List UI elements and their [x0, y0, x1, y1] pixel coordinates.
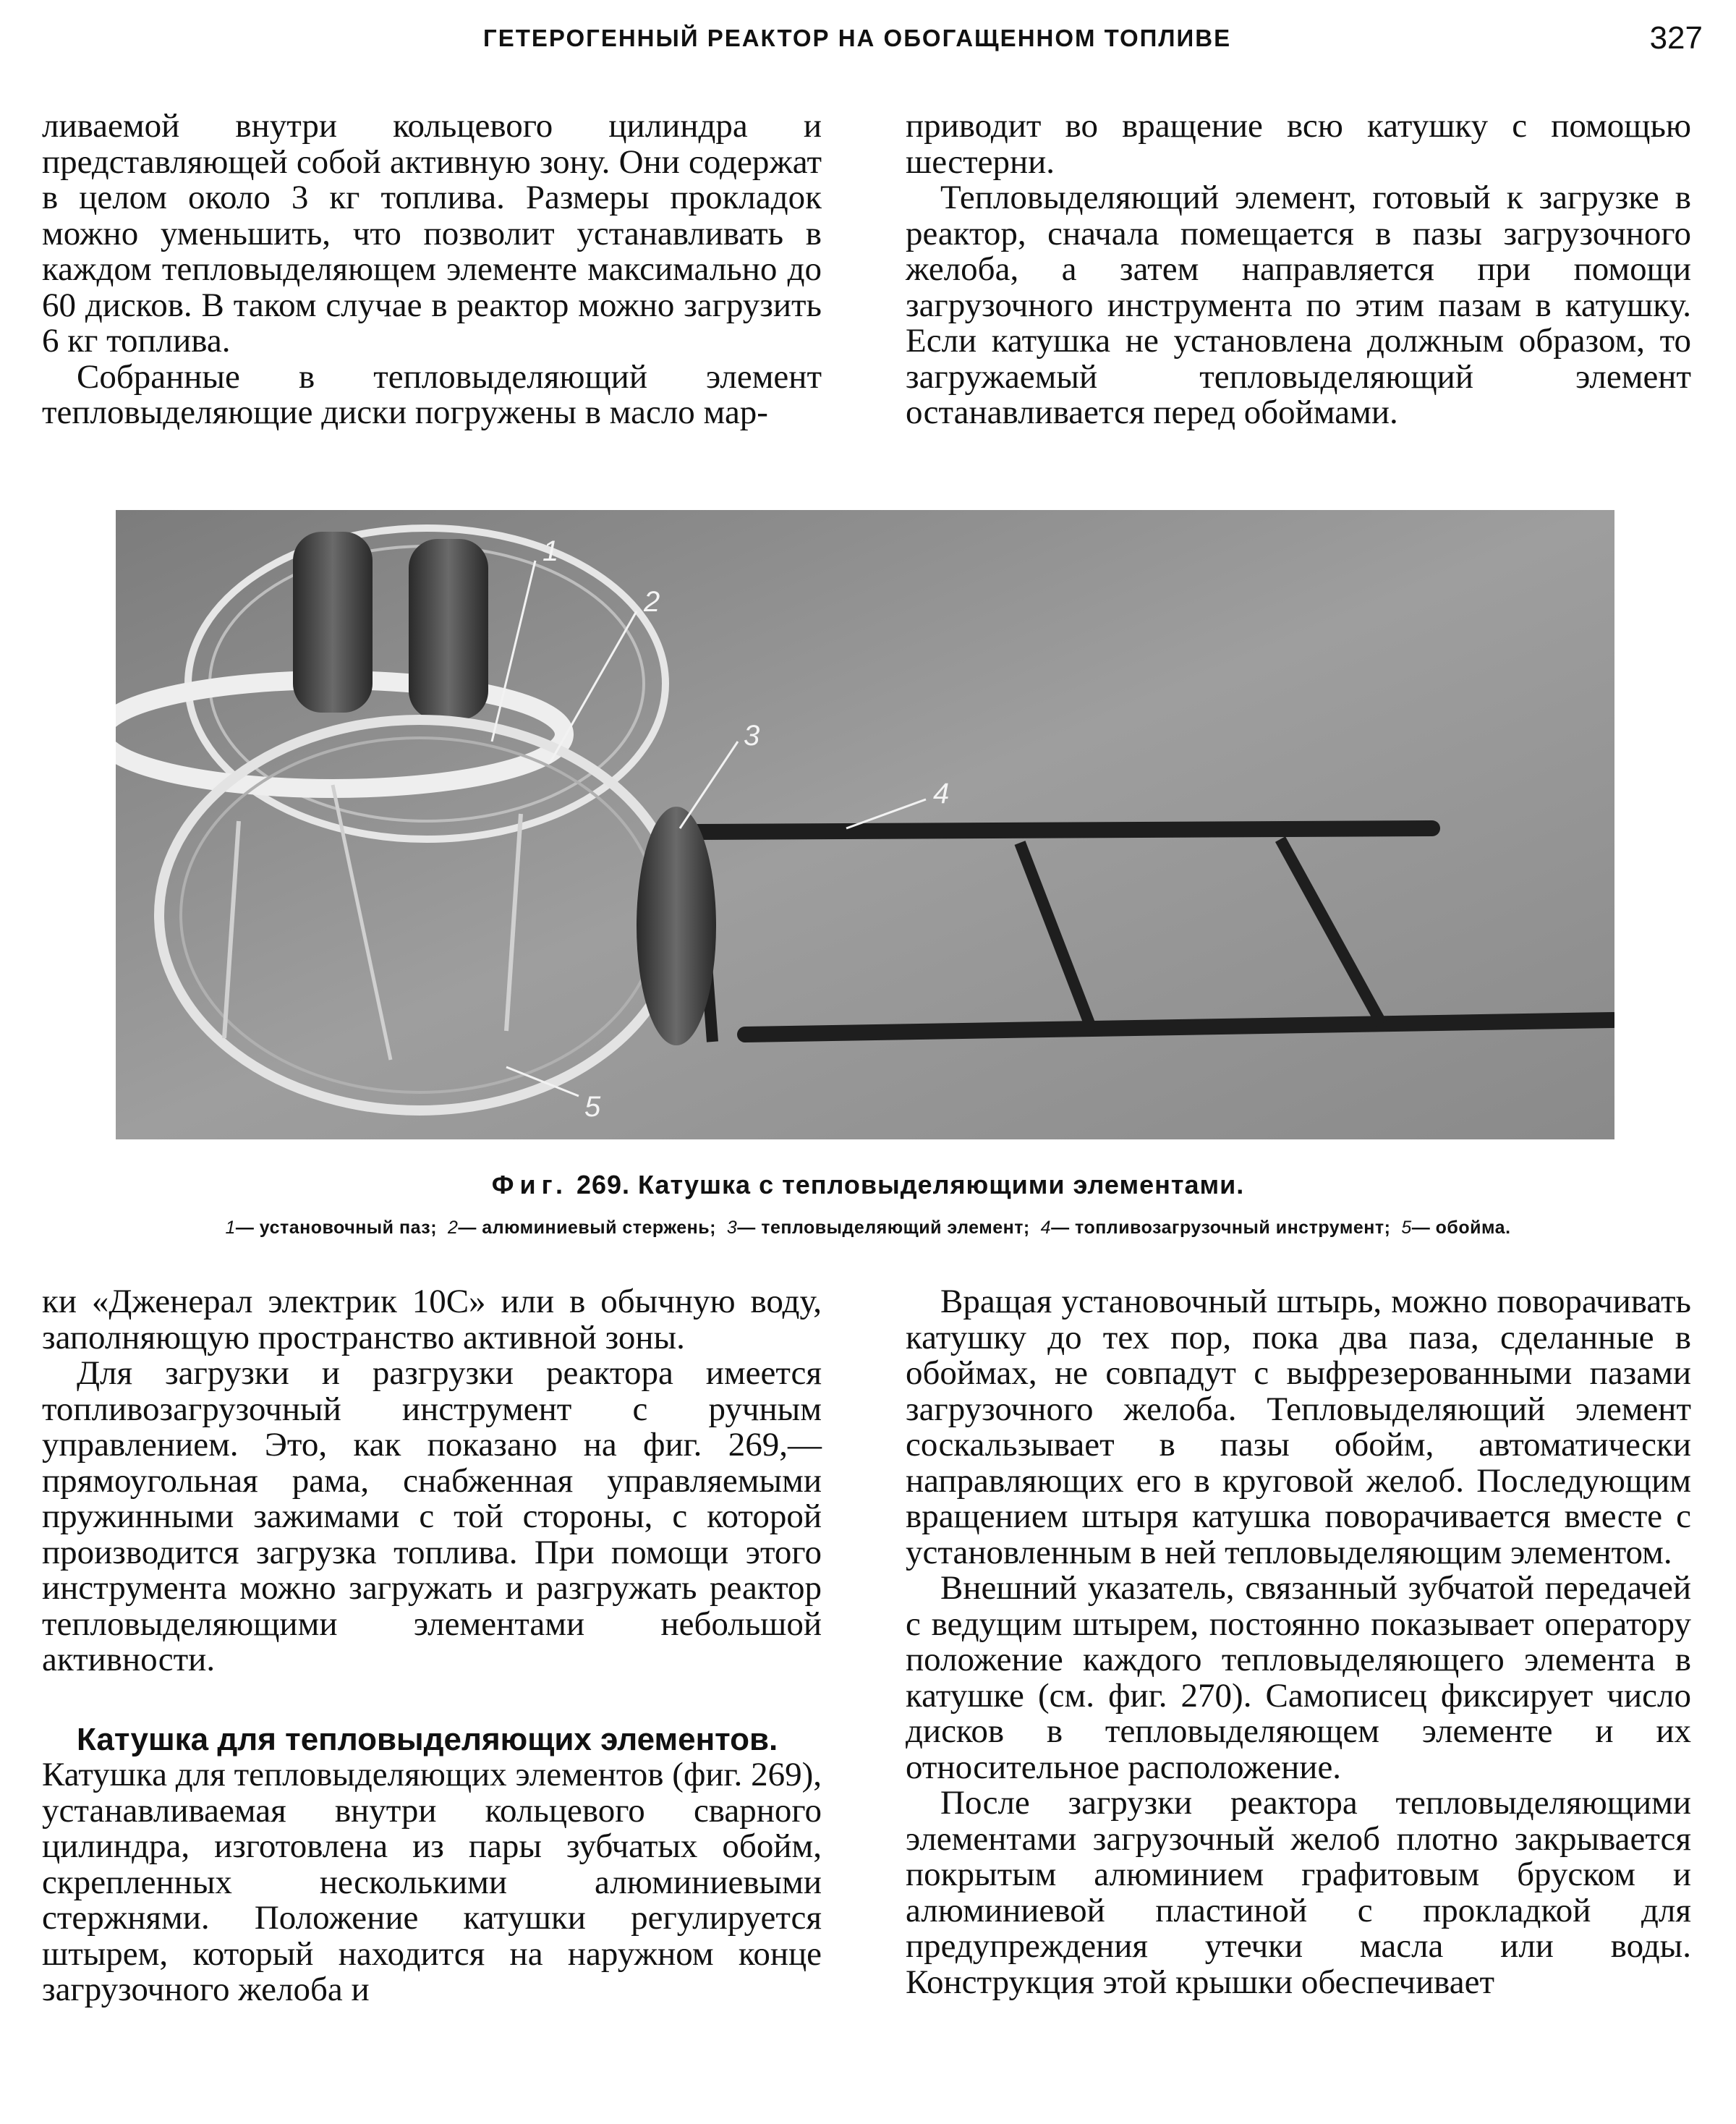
callout-2: 2 [644, 586, 660, 618]
paragraph: ливаемой внутри кольцевого цилиндра и представляющей собой активную зону. Они содержат в целом около 3 кг топлива. Размеры прокладок можно уменьшить, что позволит устанавливать в каждом тепловыделяющем элементе максимально до 60 дисков. В таком случае в реактор можно загрузить 6 кг топлива. [42, 107, 822, 360]
paragraph: Для загрузки и разгрузки реактора имеется топливозагрузочный инструмент с ручным управлением. Это, как показано на фиг. 269,— прямоугольная рама, снабженная управляемыми пружинными зажимами с той стороны, с которой производится загрузка топлива. При помощи этого инструмента можно загружать и разгружать реактор тепловыделяющими элементами небольшой активности. [42, 1354, 822, 1678]
running-title: ГЕТЕРОГЕННЫЙ РЕАКТОР НА ОБОГАЩЕННОМ ТОПЛИВЕ [483, 25, 1232, 51]
paragraph: ки «Дженерал электрик 10С» или в обычную воду, заполняющую пространство активной зоны. [42, 1283, 822, 1356]
figure-caption-text: 269. Катушка с тепловыделяющими элементами. [576, 1170, 1245, 1199]
paragraph: Катушка для тепловыделяющих элементов (фиг. 269), устанавливаемая внутри кольцевого сварного цилиндра, изготовлена из пары зубчатых обойм, скрепленных несколькими алюминиевыми стержнями. Положение катушки регулируется штырем, который находится на наружном конце загрузочного желоба и [42, 1756, 822, 2008]
top-right-column [906, 109, 1691, 431]
paragraph: Собранные в тепловыделяющий элемент тепловыделяющие диски погружены в масло мар- [42, 357, 822, 431]
bottom-right-column [906, 1284, 1691, 2000]
top-left-column [42, 109, 822, 431]
page-number: 327 [1649, 20, 1703, 56]
legend-text: — тепловыделяющий элемент; [737, 1218, 1030, 1238]
legend-number: 5 [1401, 1218, 1412, 1238]
legend-text: — топливозагрузочный инструмент; [1051, 1218, 1391, 1238]
section-heading: Катушка для тепловыделяющих элементов. [77, 1721, 778, 1757]
legend-number: 2 [447, 1218, 459, 1238]
legend-text: — установочный паз; [235, 1218, 438, 1238]
reel-photo-illustration [116, 510, 1614, 1139]
callout-4: 4 [933, 778, 950, 810]
legend-text: — обойма. [1411, 1218, 1511, 1238]
legend-number: 3 [726, 1218, 738, 1238]
figure-legend [0, 1218, 1736, 1239]
paragraph: Вращая установочный штырь, можно поворачивать катушку до тех пор, пока два паза, сделанные в обоймах, не совпадут с выфрезерованными пазами загрузочного желоба. Тепловыделяющий элемент соскальзывает в пазы обойм, автоматически направляющих его в круговой желоб. Последующим вращением штыря катушка поворачивается вместе с установленным в ней тепловыделяющим элементом. [906, 1283, 1691, 1571]
figure-caption [0, 1170, 1736, 1200]
legend-number: 1 [225, 1218, 236, 1238]
figure-photo [116, 510, 1614, 1139]
paragraph: После загрузки реактора тепловыделяющими элементами загрузочный желоб плотно закрывается покрытым алюминием графитовым бруском и алюминиевой пластиной с прокладкой для предупреждения утечки масла или воды. Конструкция этой крышки обеспечивает [906, 1784, 1691, 2001]
callout-1: 1 [542, 535, 559, 567]
running-head [0, 20, 1736, 68]
callout-5: 5 [584, 1091, 601, 1123]
bottom-left-column [42, 1284, 822, 2008]
paragraph: Внешний указатель, связанный зубчатой передачей с ведущим штырем, постоянно показывает оператору положение каждого тепловыделяющего элемента в катушке (см. фиг. 270). Самописец фиксирует число дисков в тепловыделяющем элементе и их относительное расположение. [906, 1569, 1691, 1786]
legend-number: 4 [1040, 1218, 1052, 1238]
figure-caption-prefix: Фиг. [491, 1170, 569, 1199]
callout-3: 3 [744, 720, 760, 752]
legend-text: — алюминиевый стержень; [458, 1218, 716, 1238]
paragraph: приводит во вращение всю катушку с помощью шестерни. [906, 107, 1691, 181]
paragraph: Тепловыделяющий элемент, готовый к загрузке в реактор, сначала помещается в пазы загрузочного желоба, а затем направляется при помощи загрузочного инструмента по этим пазам в катушку. Если катушка не установлена должным образом, то загружаемый тепловыделяющий элемент останавливается перед обоймами. [906, 179, 1691, 431]
